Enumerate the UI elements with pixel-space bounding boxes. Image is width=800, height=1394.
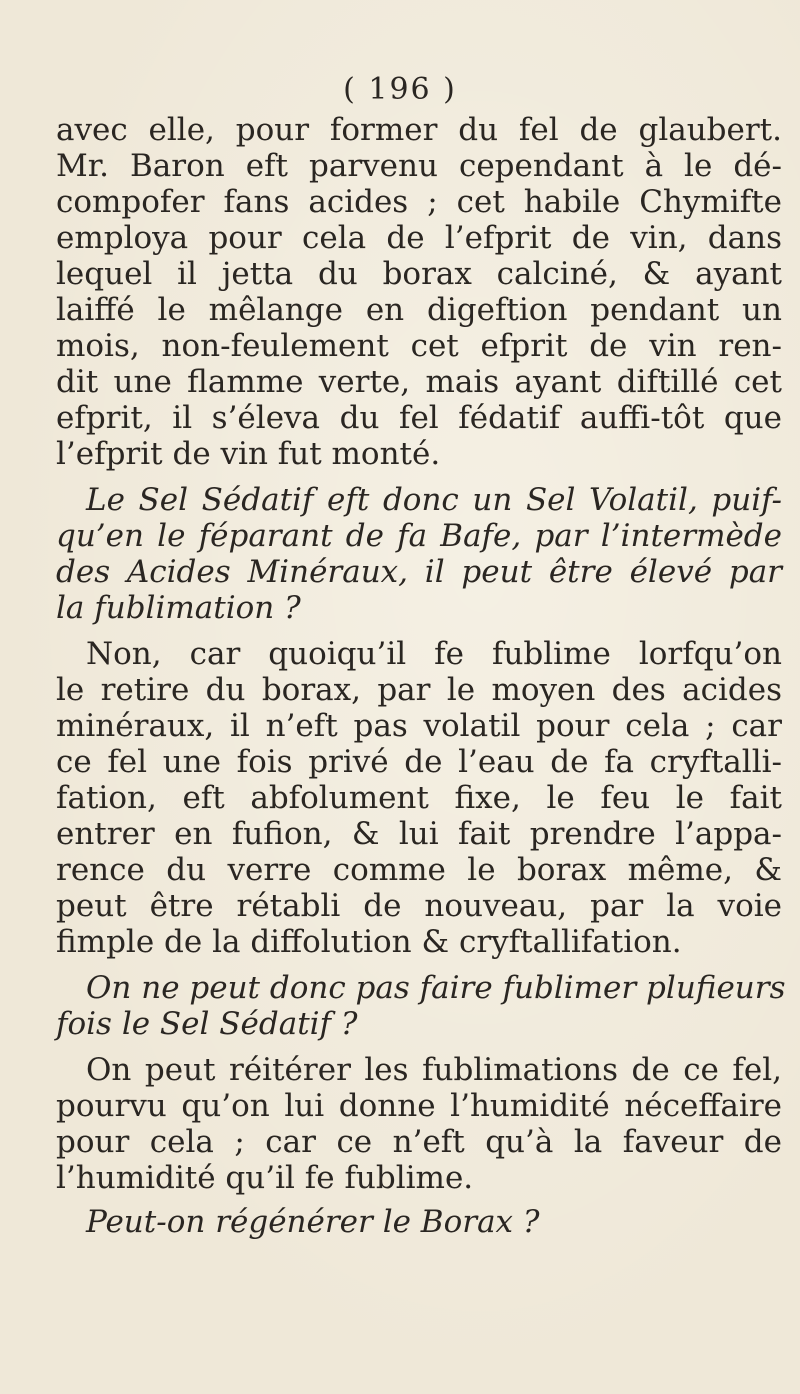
text-line: rence du verre comme le borax même, &: [56, 852, 782, 888]
text-line: Peut-on régénérer le Borax ?: [86, 1204, 540, 1240]
text-line: le retire du borax, par le moyen des acides: [56, 672, 782, 708]
text-line: avec elle, pour former du fel de glaubert.: [56, 112, 782, 148]
text-line: efprit, il s’éleva du fel fédatif auffi-tôt que: [56, 400, 782, 436]
text-line: Mr. Baron eft parvenu cependant à le dé-: [56, 148, 782, 184]
text-line: employa pour cela de l’efprit de vin, dans: [56, 220, 782, 256]
text-line: mois, non-feulement cet efprit de vin ren-: [56, 328, 782, 364]
text-line: On ne peut donc pas faire fublimer plufieurs: [86, 970, 786, 1006]
text-line: pour cela ; car ce n’eft qu’à la faveur de: [56, 1124, 782, 1160]
text-line: des Acides Minéraux, il peut être élevé par: [56, 554, 782, 590]
text-line: entrer en fufion, & lui fait prendre l’appa-: [56, 816, 782, 852]
text-line: ce fel une fois privé de l’eau de fa cryftalli-: [56, 744, 782, 780]
text-line: lequel il jetta du borax calciné, & ayant: [56, 256, 782, 292]
text-line: fimple de la diffolution & cryftallifation.: [56, 924, 682, 960]
text-line: dit une flamme verte, mais ayant diftillé cet: [56, 364, 782, 400]
text-line: minéraux, il n’eft pas volatil pour cela ; car: [56, 708, 782, 744]
text-line: laiffé le mêlange en digeftion pendant un: [56, 292, 782, 328]
text-line: la fublimation ?: [56, 590, 301, 626]
text-line: On peut réitérer les fublimations de ce fel,: [86, 1052, 782, 1088]
text-line: l’efprit de vin fut monté.: [56, 436, 441, 472]
text-line: l’humidité qu’il fe fublime.: [56, 1160, 474, 1196]
text-line: peut être rétabli de nouveau, par la voie: [56, 888, 782, 924]
text-line: pourvu qu’on lui donne l’humidité néceffaire: [56, 1088, 782, 1124]
text-line: compofer fans acides ; cet habile Chymifte: [56, 184, 782, 220]
page-number: ( 196 ): [343, 72, 457, 107]
text-line: Non, car quoiqu’il fe fublime lorfqu’on: [86, 636, 782, 672]
text-line: fois le Sel Sédatif ?: [56, 1006, 358, 1042]
text-line: qu’en le féparant de fa Bafe, par l’intermède: [56, 518, 782, 554]
text-line: Le Sel Sédatif eft donc un Sel Volatil, puif-: [86, 482, 782, 518]
text-line: fation, eft abfolument fixe, le feu le fait: [56, 780, 782, 816]
